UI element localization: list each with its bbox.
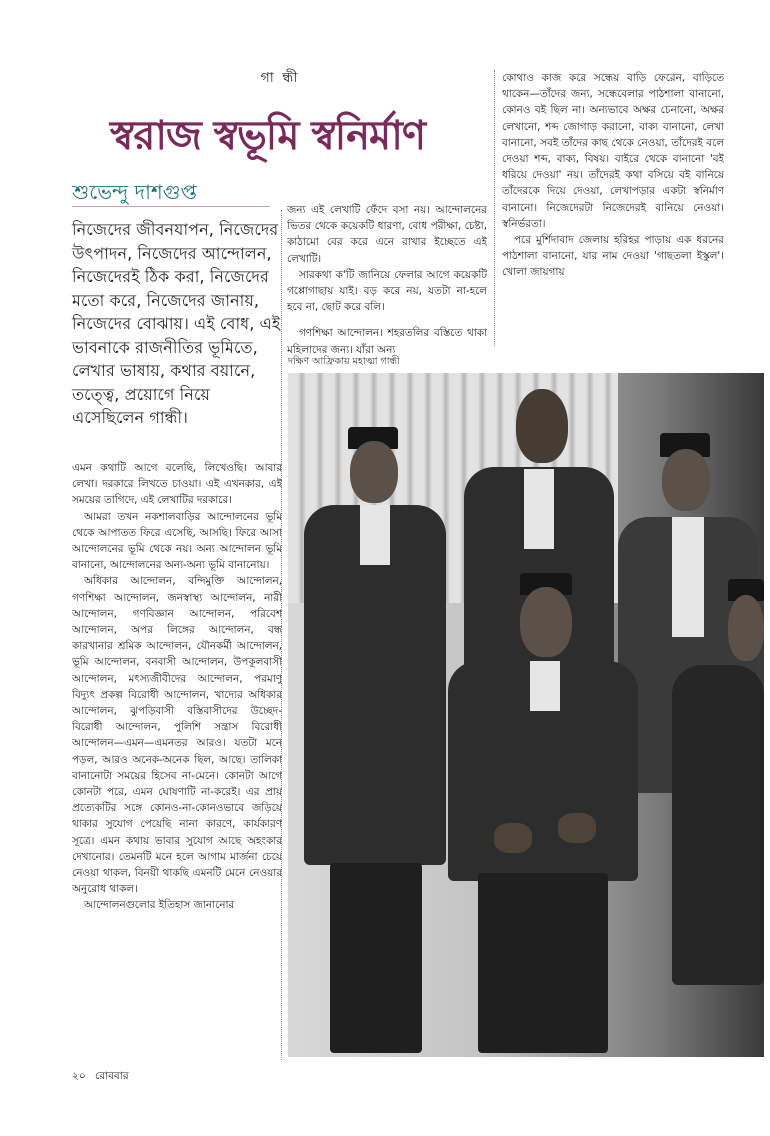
section-kicker: গা ন্ধী: [260, 70, 300, 86]
body-column-1: [72, 460, 282, 1060]
historical-group-photo: [288, 373, 764, 1057]
photo-caption: দক্ষিণ আফ্রিকায় মহাত্মা গান্ধী: [288, 356, 400, 367]
paragraph: আন্দোলনগুলোর ইতিহাস জানানোর: [84, 899, 235, 912]
section-name: রোববার: [95, 1070, 129, 1082]
paragraph: পরে মুর্শিদাবাদ জেলায় হরিহর পাড়ায় এক ধরনের পাঠশালা বানানো, যার নাম দেওয়া 'গাছতলা ইস্কুল'। খোলা জায়গায়: [502, 234, 724, 279]
paragraph: অধিকার আন্দোলন, বন্দিমুক্তি আন্দোলন, গণশিক্ষা আন্দোলন, জনস্বাস্থ্য আন্দোলন, নারী আন্দোলন, গণবিজ্ঞান আন্দোলন, পরিবেশ আন্দোলন, অপর লিঙ্গের আন্দোলন, বন্ধ কারখানার শ্রমিক আন্দোলন, যৌনকর্মী আন্দোলন, ভূমি আন্দোলন, বনবাসী আন্দোলন, উপকূলবাসী আন্দোলন, মৎস্যজীবীদের আন্দোলন, পরমাণু বিদ্যুৎ প্রকল্প বিরোধী আন্দোলন, খাদ্যের অধিকার আন্দোলন, ঝুপড়িবাসী বস্তিবাসীদের উচ্ছেদ-বিরোধী আন্দোলন, পুলিশি সন্ত্রাস বিরোধী আন্দোলন—এমন—এমনতর আরও। যতটা মনে পড়ল, আরও অনেক-অনেক ছিল, আছে। তালিকা বানানোটা সময়ের হিসেব না-মেনে। কোনটা আগে কোনটা পরে, এমন ঘোষণাটি না-করেই। এর প্রায় প্রত্যেকটির সঙ্গে কোনও-না-কোনওভাবে জড়িয়ে থাকার সুযোগ পেয়েছি নানা কারণে, কার্যকারণ সূত্রে। এমন কথায় ভাবার সুযোগ আছে অহংকার দেখানোর। তেমনটি মনে হলে আগাম মার্জনা চেয়ে নেওয়া থাকল, বিনয়ী থাকছি এমনটি মেনে নেওয়ার অনুরোধ থাকল।: [72, 575, 282, 896]
seated-man-center: [438, 573, 648, 1057]
standing-man-left: [290, 413, 450, 1053]
page-number: ২০: [72, 1070, 86, 1082]
seated-man-right: [672, 579, 764, 999]
page-footer: [72, 1069, 272, 1086]
standfirst: নিজেদের জীবনযাপন, নিজেদের উৎপাদন, নিজেদের আন্দোলন, নিজেদেরই ঠিক করা, নিজেদের মতো করে, নিজেদের জানায়, নিজেদের বোঝায়। এই বোধ, এই ভাবনাকে রাজনীতির ভূমিতে, লেখার ভাষায়, কথার বয়ানে, তত্ত্বে, প্রয়োগে নিয়ে এসেছিলেন গান্ধী।: [72, 220, 281, 427]
paragraph: গণশিক্ষা আন্দোলন। শহরতলির বস্তিতে থাকা মহিলাদের জন্য। যাঁরা অন্য: [287, 327, 487, 356]
byline-divider: [72, 206, 270, 207]
column-divider: [494, 70, 495, 346]
article-title: স্বরাজ স্বভূমি স্বনির্মাণ: [110, 112, 426, 159]
paragraph: কোথাও কাজ করে সন্ধেয় বাড়ি ফেরেন, বাড়িতে থাকেন—তাঁদের জন্য, সন্ধেবেলার পাঠশালা বানানো, কোনও বই ছিল না। অন্যভাবে অক্ষর চেনানো, অক্ষর লেখানো, শব্দ জোগাড় করানো, বাক্য বানানো, লেখা বানানো, সবই তাঁদের কাছ থেকে নেওয়া, তাঁদেরই বলে দেওয়া শব্দ, বাক্য, বিষয়। বাইরে থেকে বানানো 'বই ধরিয়ে দেওয়া' নয়। তাঁদেরই কথা বসিয়ে বই বানিয়ে তাঁদেরকে দিয়ে দেওয়া, লেখাপড়ার একটা স্বনির্মাণ বানানো। নিজেদেরটা নিজেদেরই বানিয়ে নেওয়া। স্বনির্ভরতা।: [502, 72, 724, 230]
paragraph: আমরা তখন নকশালবাড়ির আন্দোলনের ভূমি থেকে আপাতত ফিরে এসেছি, আসছি। ফিরে আসা আন্দোলনের ভূমি থেকে নয়। অন্য আন্দোলন ভূমি বানানো, আন্দোলনের অন্য-অন্য ভূমি বানানোয়।: [72, 510, 282, 572]
body-column-2: [287, 202, 487, 362]
author-byline: শুভেন্দু দাশগুপ্ত: [72, 180, 197, 204]
body-column-3: [502, 70, 724, 350]
paragraph: এমন কথাটি আগে বলেছি, লিখেওছি। আবার লেখা। দরকারে লিখতে চাওয়া। এই এখনকার, এই সময়ের তাগিদে, এই লেখাটির দরকারে।: [72, 462, 282, 507]
paragraph: জন্য এই লেখাটি ফেঁদে বসা নয়। আন্দোলনের ভিতর থেকে কয়েকটি ধারণা, বোধ পরীক্ষা, চেষ্টা, কাঠামো বের করে এনে রাখার ইচ্ছেতে এই লেখাটি।: [287, 204, 487, 265]
paragraph: সারকথা ক'টি জানিয়ে ফেলার আগে কয়েকটি গপ্পোগাছায় যাই। বড় করে নয়, যতটা না-হলে হবে না, ছোট করে বলি।: [287, 268, 487, 314]
